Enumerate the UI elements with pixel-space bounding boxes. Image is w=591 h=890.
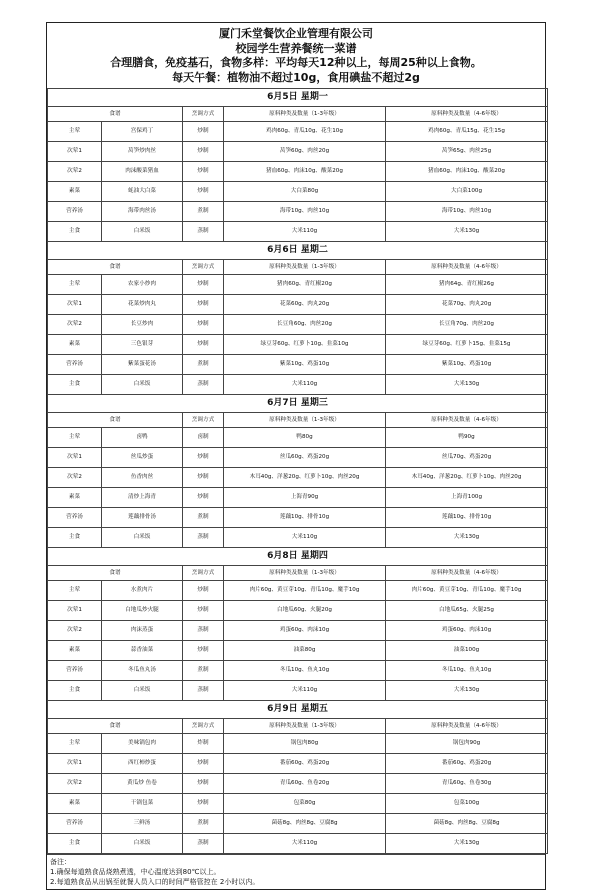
dish-name: 肉沫酸菜猪血 bbox=[102, 162, 183, 182]
note-item-1: 1.确保每道熟食品烧熟煮透，中心温度达到80℃以上。 bbox=[50, 868, 221, 876]
day-header-row bbox=[48, 701, 548, 719]
ingredients-grade-4-6: 花菜70g、肉丸20g bbox=[386, 295, 548, 315]
recipe-column-header: 食谱 bbox=[48, 413, 183, 428]
table-row bbox=[48, 774, 548, 794]
dish-category: 次荤1 bbox=[48, 601, 102, 621]
ingredients-grade-1-3: 大米110g bbox=[224, 375, 386, 395]
table-row bbox=[48, 794, 548, 814]
cooking-method: 炒制 bbox=[183, 448, 224, 468]
table-row bbox=[48, 661, 548, 681]
table-row bbox=[48, 355, 548, 375]
table-row bbox=[48, 142, 548, 162]
table-row bbox=[48, 222, 548, 242]
ingredients-grade-1-3: 长豆角60g、肉丝20g bbox=[224, 315, 386, 335]
dish-name: 宫保鸡丁 bbox=[102, 122, 183, 142]
ingredients-grade-1-3: 花菜60g、肉丸20g bbox=[224, 295, 386, 315]
dish-name: 白米饭 bbox=[102, 681, 183, 701]
diet-guideline: 合理膳食，免疫基石，食物多样：平均每天12种以上，每周25种以上食物。 bbox=[110, 56, 482, 69]
notes-title: 备注： bbox=[50, 858, 71, 866]
cooking-method: 炒制 bbox=[183, 142, 224, 162]
dish-name: 卤鸭 bbox=[102, 428, 183, 448]
cooking-method: 煮制 bbox=[183, 814, 224, 834]
dish-category: 主食 bbox=[48, 528, 102, 548]
cooking-method: 炒制 bbox=[183, 468, 224, 488]
ingredients-grade-4-6: 猪血60g、肉沫10g、酸菜20g bbox=[386, 162, 548, 182]
dish-category: 次荤1 bbox=[48, 448, 102, 468]
ingredients-grade-1-3: 大白菜80g bbox=[224, 182, 386, 202]
ingredients-grade-4-6: 猪肉64g、青红椒26g bbox=[386, 275, 548, 295]
cooking-method: 炒制 bbox=[183, 275, 224, 295]
grade-1-3-column-header: 原料种类及数量（1-3年级） bbox=[224, 719, 386, 734]
table-row bbox=[48, 275, 548, 295]
cooking-method: 蒸制 bbox=[183, 375, 224, 395]
dish-category: 次荤1 bbox=[48, 754, 102, 774]
ingredients-grade-1-3: 丝瓜60g、鸡蛋20g bbox=[224, 448, 386, 468]
ingredients-grade-1-3: 油菜80g bbox=[224, 641, 386, 661]
dish-name: 三鲜汤 bbox=[102, 814, 183, 834]
cooking-method: 炒制 bbox=[183, 581, 224, 601]
ingredients-grade-4-6: 大米130g bbox=[386, 681, 548, 701]
ingredients-grade-1-3: 冬瓜10g、鱼丸10g bbox=[224, 661, 386, 681]
menu-sheet bbox=[46, 22, 546, 890]
cooking-method: 炒制 bbox=[183, 315, 224, 335]
day-header-row bbox=[48, 395, 548, 413]
dish-name: 花菜炒肉丸 bbox=[102, 295, 183, 315]
ingredients-grade-1-3: 大米110g bbox=[224, 834, 386, 854]
dish-category: 主食 bbox=[48, 834, 102, 854]
day-label: 6月6日 星期二 bbox=[48, 242, 548, 260]
dish-name: 莴笋炒肉丝 bbox=[102, 142, 183, 162]
ingredients-grade-4-6: 番茄60g、鸡蛋20g bbox=[386, 754, 548, 774]
dish-name: 黄瓜炒 鱼卷 bbox=[102, 774, 183, 794]
table-row bbox=[48, 754, 548, 774]
ingredients-grade-4-6: 大米130g bbox=[386, 834, 548, 854]
dish-category: 营养汤 bbox=[48, 814, 102, 834]
ingredients-grade-1-3: 青瓜60g、鱼卷20g bbox=[224, 774, 386, 794]
ingredients-grade-1-3: 大米110g bbox=[224, 681, 386, 701]
grade-4-6-column-header: 原料种类及数量（4-6年级） bbox=[386, 260, 548, 275]
dish-name: 美味锅包肉 bbox=[102, 734, 183, 754]
table-row bbox=[48, 581, 548, 601]
ingredients-grade-4-6: 莲藕10g、排骨10g bbox=[386, 508, 548, 528]
dish-category: 营养汤 bbox=[48, 661, 102, 681]
dish-name: 蚝油大白菜 bbox=[102, 182, 183, 202]
table-row bbox=[48, 734, 548, 754]
cooking-method: 炒制 bbox=[183, 295, 224, 315]
dish-category: 营养汤 bbox=[48, 508, 102, 528]
ingredients-grade-1-3: 猪血60g、肉沫10g、酸菜20g bbox=[224, 162, 386, 182]
cooking-method: 炒制 bbox=[183, 182, 224, 202]
ingredients-grade-4-6: 包菜100g bbox=[386, 794, 548, 814]
ingredients-grade-1-3: 猪肉60g、青红椒20g bbox=[224, 275, 386, 295]
cooking-method: 炒制 bbox=[183, 122, 224, 142]
grade-1-3-column-header: 原料种类及数量（1-3年级） bbox=[224, 413, 386, 428]
ingredients-grade-4-6: 木耳40g、洋葱20g、红萝卜10g、肉丝20g bbox=[386, 468, 548, 488]
recipe-column-header: 食谱 bbox=[48, 107, 183, 122]
table-row bbox=[48, 814, 548, 834]
notes bbox=[47, 854, 545, 889]
ingredients-grade-1-3: 鸭80g bbox=[224, 428, 386, 448]
cooking-method: 蒸制 bbox=[183, 528, 224, 548]
dish-name: 白地瓜炒火腿 bbox=[102, 601, 183, 621]
table-row bbox=[48, 295, 548, 315]
dish-name: 干锅包菜 bbox=[102, 794, 183, 814]
grade-1-3-column-header: 原料种类及数量（1-3年级） bbox=[224, 566, 386, 581]
column-header-row bbox=[48, 260, 548, 275]
ingredients-grade-1-3: 番茄60g、鸡蛋20g bbox=[224, 754, 386, 774]
dish-category: 主食 bbox=[48, 681, 102, 701]
grade-4-6-column-header: 原料种类及数量（4-6年级） bbox=[386, 719, 548, 734]
table-row bbox=[48, 315, 548, 335]
table-row bbox=[48, 448, 548, 468]
dish-name: 农家小炒肉 bbox=[102, 275, 183, 295]
method-column-header: 烹调方式 bbox=[183, 719, 224, 734]
dish-category: 营养汤 bbox=[48, 355, 102, 375]
dish-category: 次荤2 bbox=[48, 774, 102, 794]
method-column-header: 烹调方式 bbox=[183, 107, 224, 122]
table-row bbox=[48, 641, 548, 661]
method-column-header: 烹调方式 bbox=[183, 566, 224, 581]
dish-category: 素菜 bbox=[48, 794, 102, 814]
ingredients-grade-4-6: 丝瓜70g、鸡蛋20g bbox=[386, 448, 548, 468]
dish-name: 三色银芽 bbox=[102, 335, 183, 355]
ingredients-grade-1-3: 菌菇8g、肉丝8g、豆腐8g bbox=[224, 814, 386, 834]
cooking-method: 炒制 bbox=[183, 162, 224, 182]
dish-category: 次荤1 bbox=[48, 142, 102, 162]
ingredients-grade-4-6: 鸭90g bbox=[386, 428, 548, 448]
dish-category: 素菜 bbox=[48, 488, 102, 508]
cooking-method: 炒制 bbox=[183, 488, 224, 508]
ingredients-grade-1-3: 绿豆芽60g、红萝卜10g、韭菜10g bbox=[224, 335, 386, 355]
ingredients-grade-1-3: 木耳40g、洋葱20g、红萝卜10g、肉丝20g bbox=[224, 468, 386, 488]
ingredients-grade-1-3: 上海青90g bbox=[224, 488, 386, 508]
table-row bbox=[48, 528, 548, 548]
dish-name: 白米饭 bbox=[102, 375, 183, 395]
table-row bbox=[48, 202, 548, 222]
dish-category: 次荤1 bbox=[48, 295, 102, 315]
recipe-column-header: 食谱 bbox=[48, 260, 183, 275]
table-row bbox=[48, 122, 548, 142]
cooking-method: 炒制 bbox=[183, 335, 224, 355]
cooking-method: 卤制 bbox=[183, 428, 224, 448]
cooking-method: 炒制 bbox=[183, 794, 224, 814]
grade-4-6-column-header: 原料种类及数量（4-6年级） bbox=[386, 566, 548, 581]
day-label: 6月9日 星期五 bbox=[48, 701, 548, 719]
cooking-method: 煮制 bbox=[183, 661, 224, 681]
ingredients-grade-4-6: 大白菜100g bbox=[386, 182, 548, 202]
ingredients-grade-4-6: 大米130g bbox=[386, 375, 548, 395]
dish-name: 海带肉丝汤 bbox=[102, 202, 183, 222]
column-header-row bbox=[48, 566, 548, 581]
table-row bbox=[48, 468, 548, 488]
dish-category: 主荤 bbox=[48, 734, 102, 754]
dish-category: 营养汤 bbox=[48, 202, 102, 222]
menu-subtitle: 校园学生营养餐统一菜谱 bbox=[235, 41, 357, 55]
dish-category: 主荤 bbox=[48, 428, 102, 448]
company-name: 厦门禾堂餐饮企业管理有限公司 bbox=[219, 27, 373, 40]
cooking-method: 蒸制 bbox=[183, 681, 224, 701]
dish-category: 次荤2 bbox=[48, 468, 102, 488]
dish-name: 白米饭 bbox=[102, 222, 183, 242]
ingredients-grade-4-6: 大米130g bbox=[386, 528, 548, 548]
ingredients-grade-1-3: 大米110g bbox=[224, 528, 386, 548]
cooking-method: 蒸制 bbox=[183, 834, 224, 854]
dish-name: 水煮肉片 bbox=[102, 581, 183, 601]
dish-category: 次荤2 bbox=[48, 315, 102, 335]
dish-name: 白米饭 bbox=[102, 528, 183, 548]
ingredients-grade-4-6: 大米130g bbox=[386, 222, 548, 242]
day-label: 6月5日 星期一 bbox=[48, 89, 548, 107]
cooking-method: 煮制 bbox=[183, 508, 224, 528]
dish-name: 蒜香油菜 bbox=[102, 641, 183, 661]
ingredients-grade-1-3: 紫菜10g、鸡蛋10g bbox=[224, 355, 386, 375]
dish-name: 白米饭 bbox=[102, 834, 183, 854]
table-row bbox=[48, 601, 548, 621]
dish-name: 鱼香肉丝 bbox=[102, 468, 183, 488]
table-row bbox=[48, 681, 548, 701]
cooking-method: 蒸制 bbox=[183, 621, 224, 641]
grade-4-6-column-header: 原料种类及数量（4-6年级） bbox=[386, 413, 548, 428]
day-header-row bbox=[48, 548, 548, 566]
column-header-row bbox=[48, 413, 548, 428]
cooking-method: 炸制 bbox=[183, 734, 224, 754]
table-row bbox=[48, 375, 548, 395]
ingredients-grade-4-6: 莴笋65g、肉丝25g bbox=[386, 142, 548, 162]
cooking-method: 煮制 bbox=[183, 202, 224, 222]
dish-category: 次荤2 bbox=[48, 621, 102, 641]
dish-name: 冬瓜鱼丸汤 bbox=[102, 661, 183, 681]
method-column-header: 烹调方式 bbox=[183, 413, 224, 428]
table-row bbox=[48, 488, 548, 508]
table-row bbox=[48, 182, 548, 202]
ingredients-grade-4-6: 上海青100g bbox=[386, 488, 548, 508]
cooking-method: 蒸制 bbox=[183, 222, 224, 242]
cooking-method: 炒制 bbox=[183, 601, 224, 621]
day-header-row bbox=[48, 89, 548, 107]
ingredients-grade-4-6: 锅包肉90g bbox=[386, 734, 548, 754]
dish-name: 丝瓜炒蛋 bbox=[102, 448, 183, 468]
ingredients-grade-4-6: 菌菇8g、肉丝8g、豆腐8g bbox=[386, 814, 548, 834]
ingredients-grade-1-3: 白地瓜60g、火腿20g bbox=[224, 601, 386, 621]
ingredients-grade-1-3: 海带10g、肉丝10g bbox=[224, 202, 386, 222]
dish-category: 素菜 bbox=[48, 641, 102, 661]
day-header-row bbox=[48, 242, 548, 260]
ingredients-grade-4-6: 油菜100g bbox=[386, 641, 548, 661]
ingredients-grade-1-3: 肉片60g、黄豆芽10g、青瓜10g、魔芋10g bbox=[224, 581, 386, 601]
cooking-method: 煮制 bbox=[183, 355, 224, 375]
table-row bbox=[48, 335, 548, 355]
column-header-row bbox=[48, 107, 548, 122]
ingredients-grade-4-6: 海带10g、肉丝10g bbox=[386, 202, 548, 222]
ingredients-grade-4-6: 肉片60g、黄豆芽10g、青瓜10g、魔芋10g bbox=[386, 581, 548, 601]
ingredients-grade-4-6: 青瓜60g、鱼卷30g bbox=[386, 774, 548, 794]
recipe-column-header: 食谱 bbox=[48, 566, 183, 581]
dish-name: 莲藕排骨汤 bbox=[102, 508, 183, 528]
table-row bbox=[48, 162, 548, 182]
ingredients-grade-4-6: 鸡蛋60g、肉沫10g bbox=[386, 621, 548, 641]
dish-category: 主荤 bbox=[48, 275, 102, 295]
dish-category: 主荤 bbox=[48, 581, 102, 601]
column-header-row bbox=[48, 719, 548, 734]
ingredients-grade-4-6: 绿豆芽60g、红萝卜15g、韭菜15g bbox=[386, 335, 548, 355]
grade-4-6-column-header: 原料种类及数量（4-6年级） bbox=[386, 107, 548, 122]
dish-name: 长豆炒肉 bbox=[102, 315, 183, 335]
dish-name: 紫菜蛋花汤 bbox=[102, 355, 183, 375]
grade-1-3-column-header: 原料种类及数量（1-3年级） bbox=[224, 260, 386, 275]
ingredients-grade-1-3: 包菜80g bbox=[224, 794, 386, 814]
day-label: 6月8日 星期四 bbox=[48, 548, 548, 566]
ingredients-grade-1-3: 鸡肉60g、青瓜10g、花生10g bbox=[224, 122, 386, 142]
note-item-2: 2.每道熟食品从出锅至就餐人员入口的时间严格管控在 2小时以内。 bbox=[50, 878, 260, 886]
table-row bbox=[48, 508, 548, 528]
dish-category: 次荤2 bbox=[48, 162, 102, 182]
ingredients-grade-4-6: 白地瓜65g、火腿25g bbox=[386, 601, 548, 621]
menu-table bbox=[47, 88, 548, 854]
lunch-limit-guideline: 每天午餐：植物油不超过10g，食用碘盐不超过2g bbox=[172, 70, 420, 84]
table-row bbox=[48, 621, 548, 641]
table-row bbox=[48, 428, 548, 448]
cooking-method: 炒制 bbox=[183, 641, 224, 661]
grade-1-3-column-header: 原料种类及数量（1-3年级） bbox=[224, 107, 386, 122]
dish-name: 清炒上海青 bbox=[102, 488, 183, 508]
ingredients-grade-1-3: 锅包肉80g bbox=[224, 734, 386, 754]
ingredients-grade-4-6: 长豆角70g、肉丝20g bbox=[386, 315, 548, 335]
ingredients-grade-1-3: 莴笋60g、肉丝20g bbox=[224, 142, 386, 162]
dish-name: 西红柿炒蛋 bbox=[102, 754, 183, 774]
day-label: 6月7日 星期三 bbox=[48, 395, 548, 413]
recipe-column-header: 食谱 bbox=[48, 719, 183, 734]
menu-table-body bbox=[48, 89, 548, 854]
table-row bbox=[48, 834, 548, 854]
ingredients-grade-1-3: 鸡蛋60g、肉沫10g bbox=[224, 621, 386, 641]
dish-category: 主荤 bbox=[48, 122, 102, 142]
ingredients-grade-4-6: 紫菜10g、鸡蛋10g bbox=[386, 355, 548, 375]
cooking-method: 炒制 bbox=[183, 754, 224, 774]
dish-category: 主食 bbox=[48, 222, 102, 242]
dish-category: 主食 bbox=[48, 375, 102, 395]
dish-category: 素菜 bbox=[48, 182, 102, 202]
ingredients-grade-4-6: 鸡肉60g、青瓜15g、花生15g bbox=[386, 122, 548, 142]
ingredients-grade-1-3: 莲藕10g、排骨10g bbox=[224, 508, 386, 528]
dish-category: 素菜 bbox=[48, 335, 102, 355]
ingredients-grade-1-3: 大米110g bbox=[224, 222, 386, 242]
cooking-method: 炒制 bbox=[183, 774, 224, 794]
ingredients-grade-4-6: 冬瓜10g、鱼丸10g bbox=[386, 661, 548, 681]
method-column-header: 烹调方式 bbox=[183, 260, 224, 275]
dish-name: 肉沫蒸蛋 bbox=[102, 621, 183, 641]
